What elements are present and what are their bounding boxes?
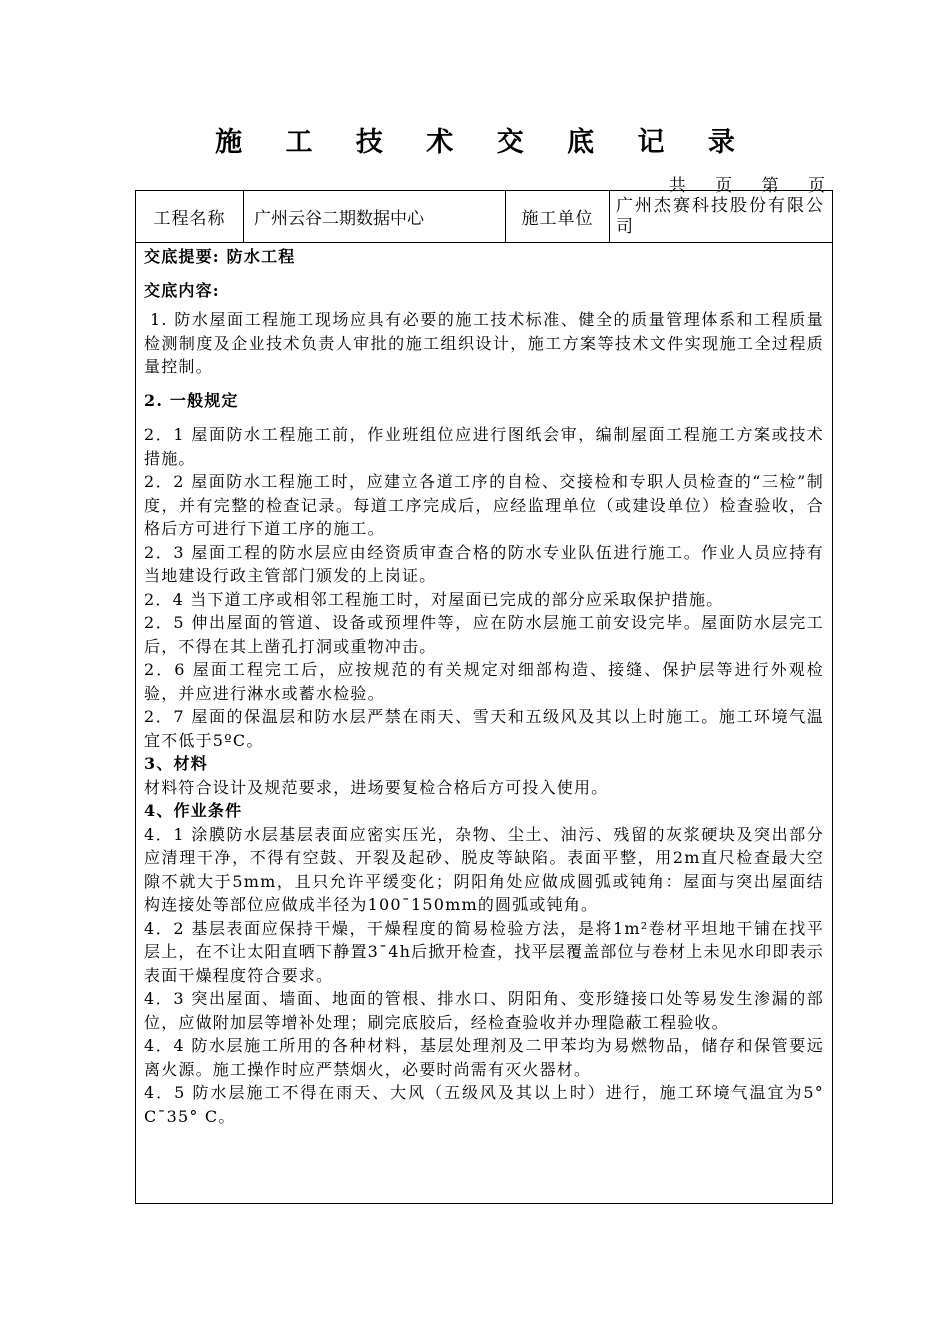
- contractor-value: 广州杰赛科技股份有限公司: [616, 195, 825, 237]
- section-heading-general: 2. 一般规定: [144, 390, 239, 410]
- paragraph-2-4: 2．4 当下道工序或相邻工程施工时，对屋面已完成的部分应采取保护措施。: [144, 589, 724, 609]
- summary-line: 交底提要: 防水工程: [144, 247, 296, 266]
- section-heading-conditions: 4、作业条件: [144, 801, 243, 820]
- paragraph-2-6: 2．6 屋面工程完工后，应按规范的有关规定对细部构造、接缝、保护层等进行外观检验，并应进行淋水或蓄水检验。: [144, 660, 824, 703]
- paragraph-2-5: 2．5 伸出屋面的管道、设备或预埋件等，应在防水层施工前安设完毕。屋面防水层完工后，不得在其上凿孔打洞或重物冲击。: [144, 613, 824, 656]
- paragraph-2-3: 2．3 屋面工程的防水层应由经资质审查合格的防水专业队伍进行施工。作业人员应持有当地建设行政主管部门颁发的上岗证。: [144, 542, 824, 585]
- paragraph-4-5: 4．5 防水层施工不得在雨天、大风（五级风及其以上时）进行，施工环境气温宜为5° C¯35° C。: [144, 1083, 824, 1126]
- paragraph-4-4: 4．4 防水层施工所用的各种材料，基层处理剂及二甲苯均为易燃物品，储存和保管要远离火源。施工操作时应严禁烟火，必要时尚需有灭火器材。: [144, 1036, 824, 1079]
- section-heading-materials: 3、材料: [144, 754, 208, 773]
- paragraph-1: 1. 防水屋面工程施工现场应具有必要的施工技术标准、健全的质量管理体系和工程质量检测制度及企业技术负责人审批的施工组织设计，施工方案等技术文件实现施工全过程质量控制。: [144, 310, 824, 376]
- content-label: 交底内容:: [144, 280, 220, 300]
- paragraph-4-3: 4．3 突出屋面、墙面、地面的管根、排水口、阴阳角、变形缝接口处等易发生渗漏的部位，应做附加层等增补处理；刷完底胶后，经检查验收并办理隐蔽工程验收。: [144, 989, 824, 1032]
- paragraph-2-2: 2．2 屋面防水工程施工时，应建立各道工序的自检、交接检和专职人员检查的“三检”制度，并有完整的检查记录。每道工序完成后，应经监理单位（或建设单位）检查验收，合格后方可进行下道工序的施工。: [144, 472, 824, 538]
- document-title: 施 工 技 术 交 底 记 录: [215, 127, 752, 158]
- record-table: [135, 190, 833, 1204]
- project-name-value: 广州云谷二期数据中心: [244, 191, 506, 242]
- header-row: [136, 191, 832, 243]
- paragraph-2-7: 2．7 屋面的保温层和防水层严禁在雨天、雪天和五级风及其以上时施工。施工环境气温宜不低于5ºC。: [144, 707, 824, 750]
- disclosure-content: [144, 243, 824, 1128]
- contractor-label: 施工单位: [506, 191, 610, 242]
- paragraph-2-1: 2．1 屋面防水工程施工前，作业班组位应进行图纸会审，编制屋面工程施工方案或技术措施。: [144, 425, 824, 468]
- paragraph-3: 材料符合设计及规范要求，进场要复检合格后方可投入使用。: [144, 777, 609, 797]
- paragraph-4-2: 4．2 基层表面应保持干燥，干燥程度的简易检验方法，是将1m²卷材平坦地干铺在找平层上，在不让太阳直晒下静置3¯4h后掀开检查，找平层覆盖部位与卷材上未见水印即表示表面干燥程度符合要求。: [144, 918, 824, 985]
- paragraph-4-1: 4．1 涂膜防水层基层表面应密实压光，杂物、尘土、油污、残留的灰浆硬块及突出部分应清理干净，不得有空鼓、开裂及起砂、脱皮等缺陷。表面平整，用2m直尺检查最大空隙不就大于5mm，且只允许平缓变化；阴阳角处应做成圆弧或钝角：屋面与突出屋面结构连接处等部位应做成半径为100¯150mm的圆弧或钝角。: [144, 824, 824, 914]
- project-name-label: 工程名称: [136, 191, 244, 242]
- page-count: 共 页 第 页: [668, 176, 830, 196]
